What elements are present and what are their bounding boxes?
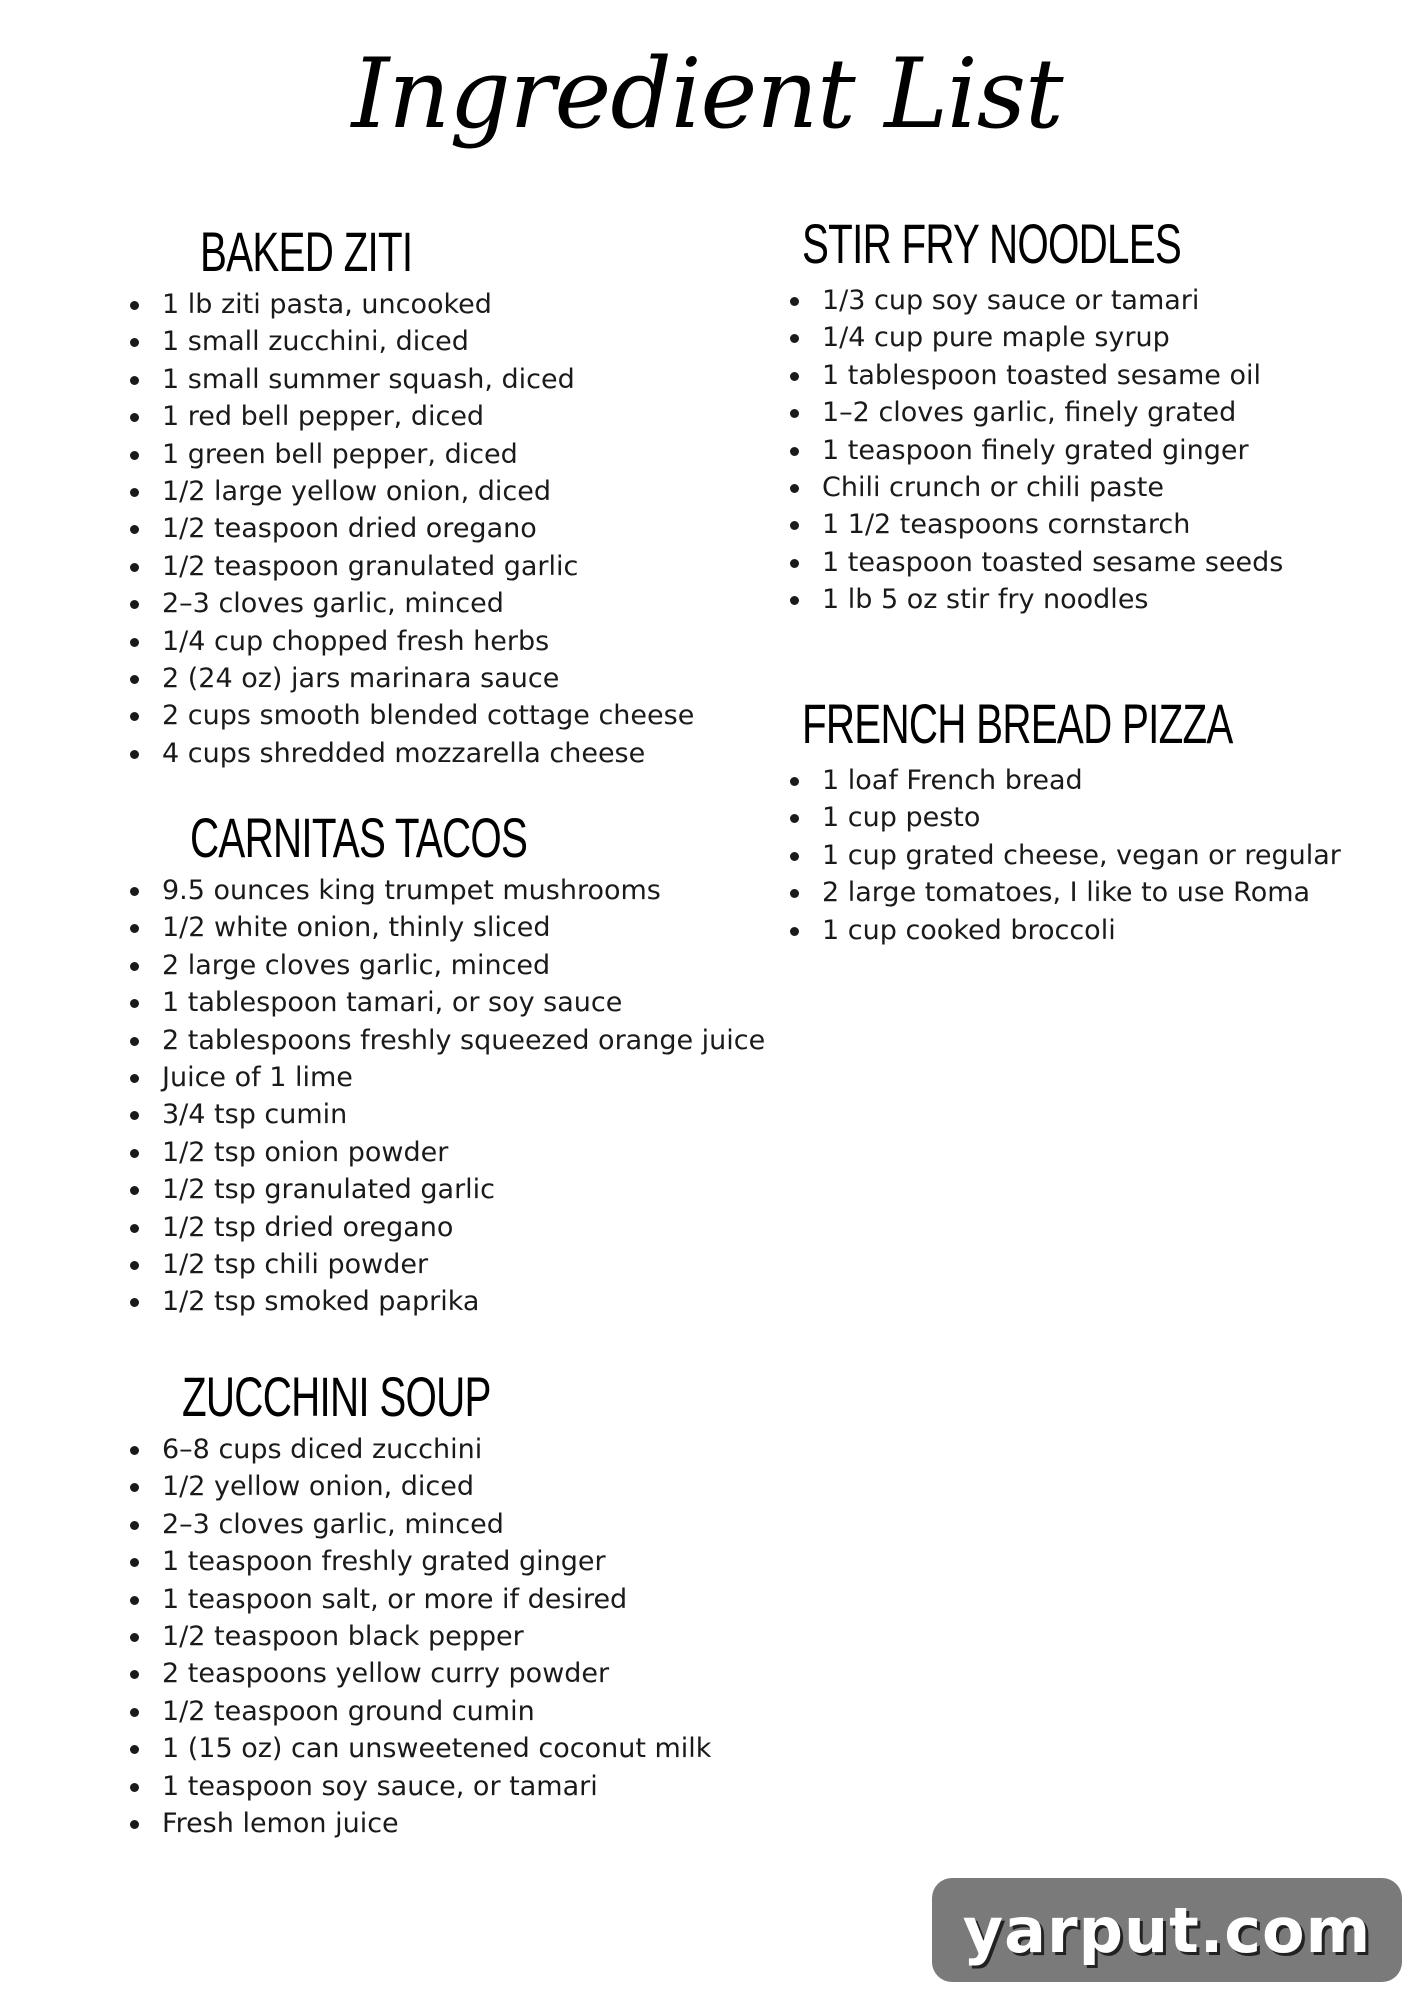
list-item: 1 small zucchini, diced xyxy=(130,323,694,360)
list-item: 1/2 tsp granulated garlic xyxy=(130,1171,765,1208)
list-item: 2–3 cloves garlic, minced xyxy=(130,1506,711,1543)
watermark-text: yarput.com xyxy=(962,1893,1372,1967)
section-title: ZUCCHINI SOUP xyxy=(182,1365,491,1428)
section-title: CARNITAS TACOS xyxy=(190,806,528,869)
list-item: 1 lb 5 oz stir fry noodles xyxy=(790,581,1329,618)
list-item: 1–2 cloves garlic, finely grated xyxy=(790,394,1329,431)
list-item: 1/2 yellow onion, diced xyxy=(130,1468,711,1505)
list-item: 1 cup cooked broccoli xyxy=(790,912,1400,949)
list-item: 1 tablespoon tamari, or soy sauce xyxy=(130,984,765,1021)
section-zucchini-soup xyxy=(130,1367,711,1842)
section-title: STIR FRY NOODLES xyxy=(802,212,1182,275)
list-item: 1 1/2 teaspoons cornstarch xyxy=(790,506,1329,543)
list-item: 1/2 tsp dried oregano xyxy=(130,1209,765,1246)
list-item: 1 teaspoon toasted sesame seeds xyxy=(790,544,1329,581)
ingredient-list xyxy=(130,1431,711,1842)
list-item: 2 tablespoons freshly squeezed orange juice xyxy=(130,1022,765,1059)
list-item: 1 teaspoon finely grated ginger xyxy=(790,432,1329,469)
list-item: 1 cup grated cheese, vegan or regular xyxy=(790,837,1400,874)
list-item: 1 small summer squash, diced xyxy=(130,361,694,398)
list-item: 1/4 cup pure maple syrup xyxy=(790,319,1329,356)
section-title: FRENCH BREAD PIZZA xyxy=(802,692,1233,755)
section-french-bread-pizza xyxy=(790,694,1400,949)
watermark-badge xyxy=(932,1878,1402,1982)
section-baked-ziti xyxy=(130,222,694,772)
list-item: 1/2 large yellow onion, diced xyxy=(130,473,694,510)
ingredient-list xyxy=(130,872,765,1321)
list-item: 1/2 teaspoon black pepper xyxy=(130,1618,711,1655)
list-item: 2 teaspoons yellow curry powder xyxy=(130,1655,711,1692)
list-item: 2 large cloves garlic, minced xyxy=(130,947,765,984)
list-item: 1/2 teaspoon dried oregano xyxy=(130,510,694,547)
list-item: 1 teaspoon soy sauce, or tamari xyxy=(130,1768,711,1805)
list-item: 3/4 tsp cumin xyxy=(130,1096,765,1133)
section-title: BAKED ZITI xyxy=(200,220,413,283)
list-item: 2 large tomatoes, I like to use Roma xyxy=(790,874,1400,911)
list-item: Chili crunch or chili paste xyxy=(790,469,1329,506)
list-item: 1 tablespoon toasted sesame oil xyxy=(790,357,1329,394)
list-item: 1/2 teaspoon ground cumin xyxy=(130,1693,711,1730)
list-item: 1 lb ziti pasta, uncooked xyxy=(130,286,694,323)
list-item: 1/2 tsp smoked paprika xyxy=(130,1283,765,1320)
list-item: 1 red bell pepper, diced xyxy=(130,398,694,435)
ingredient-list xyxy=(790,762,1400,949)
list-item: 2–3 cloves garlic, minced xyxy=(130,585,694,622)
ingredient-list xyxy=(130,286,694,772)
list-item: 1/2 white onion, thinly sliced xyxy=(130,909,765,946)
list-item: 2 (24 oz) jars marinara sauce xyxy=(130,660,694,697)
list-item: 6–8 cups diced zucchini xyxy=(130,1431,711,1468)
list-item: 1/3 cup soy sauce or tamari xyxy=(790,282,1329,319)
page-title: Ingredient List xyxy=(351,38,1063,150)
list-item: 1 teaspoon salt, or more if desired xyxy=(130,1581,711,1618)
list-item: 1 green bell pepper, diced xyxy=(130,436,694,473)
section-carnitas-tacos xyxy=(130,808,765,1321)
list-item: Fresh lemon juice xyxy=(130,1805,711,1842)
list-item: 1/2 tsp onion powder xyxy=(130,1134,765,1171)
section-stir-fry-noodles xyxy=(790,214,1329,619)
list-item: 1 (15 oz) can unsweetened coconut milk xyxy=(130,1730,711,1767)
list-item: 1/4 cup chopped fresh herbs xyxy=(130,623,694,660)
list-item: 2 cups smooth blended cottage cheese xyxy=(130,697,694,734)
list-item: 1 loaf French bread xyxy=(790,762,1400,799)
list-item: 9.5 ounces king trumpet mushrooms xyxy=(130,872,765,909)
ingredient-list xyxy=(790,282,1329,619)
list-item: 1/2 teaspoon granulated garlic xyxy=(130,548,694,585)
list-item: 4 cups shredded mozzarella cheese xyxy=(130,735,694,772)
list-item: 1 cup pesto xyxy=(790,799,1400,836)
list-item: 1/2 tsp chili powder xyxy=(130,1246,765,1283)
list-item: 1 teaspoon freshly grated ginger xyxy=(130,1543,711,1580)
list-item: Juice of 1 lime xyxy=(130,1059,765,1096)
